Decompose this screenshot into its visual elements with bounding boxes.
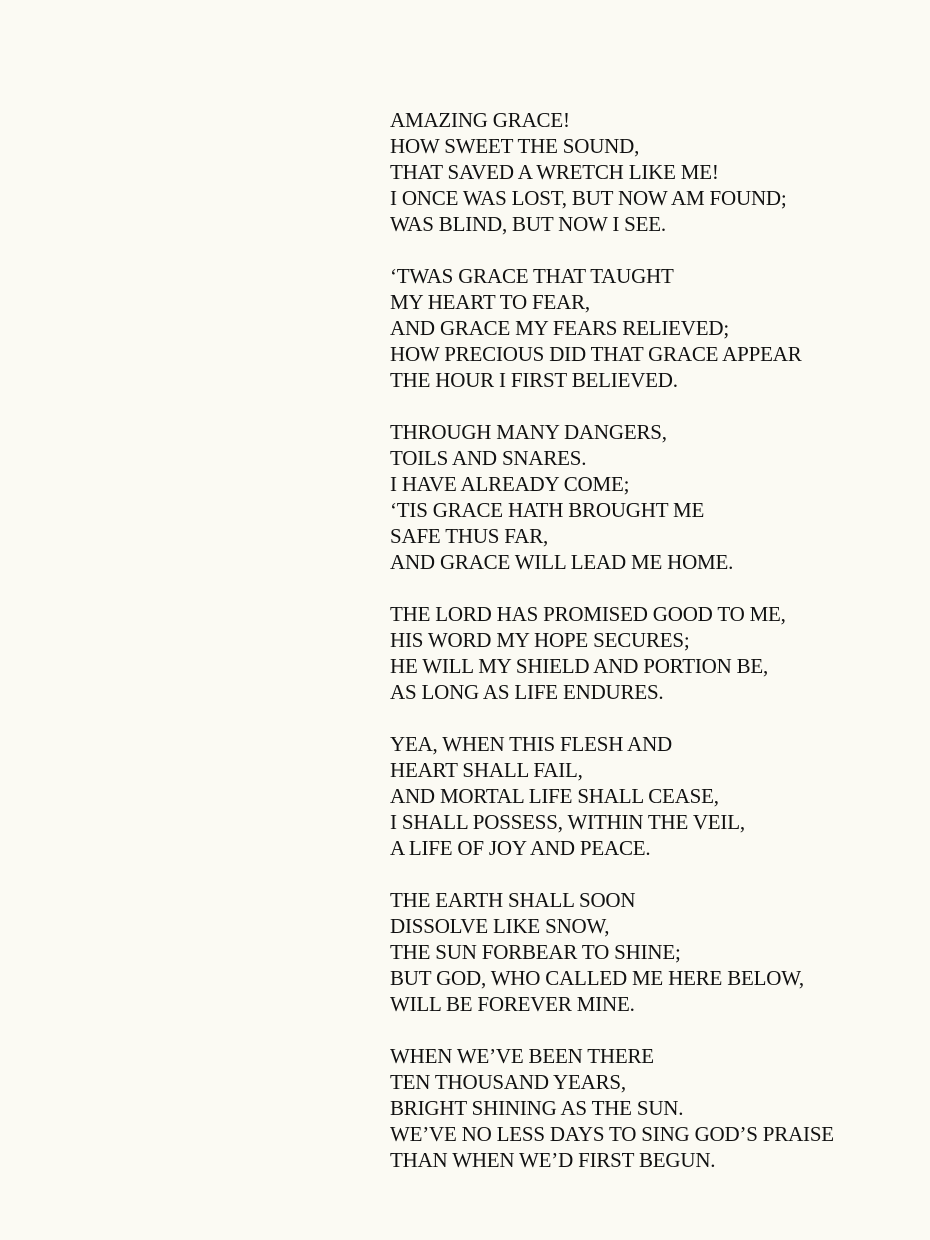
lyric-line: ‘TIS GRACE HATH BROUGHT ME [390, 498, 705, 522]
lyric-line: THAN WHEN WE’D FIRST BEGUN. [390, 1148, 716, 1172]
stanza [390, 419, 910, 575]
stanza [390, 107, 910, 237]
stanza [390, 601, 910, 705]
lyric-line: WAS BLIND, BUT NOW I SEE. [390, 212, 666, 236]
lyric-line: SAFE THUS FAR, [390, 524, 549, 548]
lyric-line: HIS WORD MY HOPE SECURES; [390, 628, 690, 652]
vertical-script-title [65, 20, 365, 1220]
lyric-line: HE WILL MY SHIELD AND PORTION BE, [390, 654, 769, 678]
lyric-line: YEA, WHEN THIS FLESH AND [390, 732, 673, 756]
script-title-block [65, 20, 365, 1220]
lyric-line: HOW PRECIOUS DID THAT GRACE APPEAR [390, 342, 802, 366]
stanza [390, 1043, 910, 1173]
lyric-line: I ONCE WAS LOST, BUT NOW AM FOUND; [390, 186, 787, 210]
lyric-line: THE SUN FORBEAR TO SHINE; [390, 940, 681, 964]
lyric-line: THE EARTH SHALL SOON [390, 888, 636, 912]
lyric-line: BRIGHT SHINING AS THE SUN. [390, 1096, 684, 1120]
lyric-line: WILL BE FOREVER MINE. [390, 992, 635, 1016]
lyric-line: AND GRACE WILL LEAD ME HOME. [390, 550, 734, 574]
stanza [390, 887, 910, 1017]
lyric-line: THE HOUR I FIRST BELIEVED. [390, 368, 678, 392]
lyric-line: HOW SWEET THE SOUND, [390, 134, 640, 158]
lyric-line: I HAVE ALREADY COME; [390, 472, 630, 496]
lyric-line: MY HEART TO FEAR, [390, 290, 590, 314]
lyric-line: THAT SAVED A WRETCH LIKE ME! [390, 160, 719, 184]
lyric-line: WE’VE NO LESS DAYS TO SING GOD’S PRAISE [390, 1122, 834, 1146]
lyric-line: A LIFE OF JOY AND PEACE. [390, 836, 651, 860]
lyric-line: I SHALL POSSESS, WITHIN THE VEIL, [390, 810, 745, 834]
stanza [390, 263, 910, 393]
lyric-line: AND MORTAL LIFE SHALL CEASE, [390, 784, 719, 808]
lyric-line: TEN THOUSAND YEARS, [390, 1070, 626, 1094]
lyric-line: DISSOLVE LIKE SNOW, [390, 914, 610, 938]
lyric-line: AS LONG AS LIFE ENDURES. [390, 680, 664, 704]
lyric-line: AMAZING GRACE! [390, 108, 570, 132]
lyric-line: TOILS AND SNARES. [390, 446, 587, 470]
lyric-line: AND GRACE MY FEARS RELIEVED; [390, 316, 729, 340]
lyric-line: ‘TWAS GRACE THAT TAUGHT [390, 264, 674, 288]
lyric-line: HEART SHALL FAIL, [390, 758, 583, 782]
stanza [390, 731, 910, 861]
lyrics-block [390, 107, 910, 1199]
lyric-line: WHEN WE’VE BEEN THERE [390, 1044, 654, 1068]
lyric-line: THROUGH MANY DANGERS, [390, 420, 667, 444]
lyric-line: BUT GOD, WHO CALLED ME HERE BELOW, [390, 966, 804, 990]
lyric-line: THE LORD HAS PROMISED GOOD TO ME, [390, 602, 786, 626]
